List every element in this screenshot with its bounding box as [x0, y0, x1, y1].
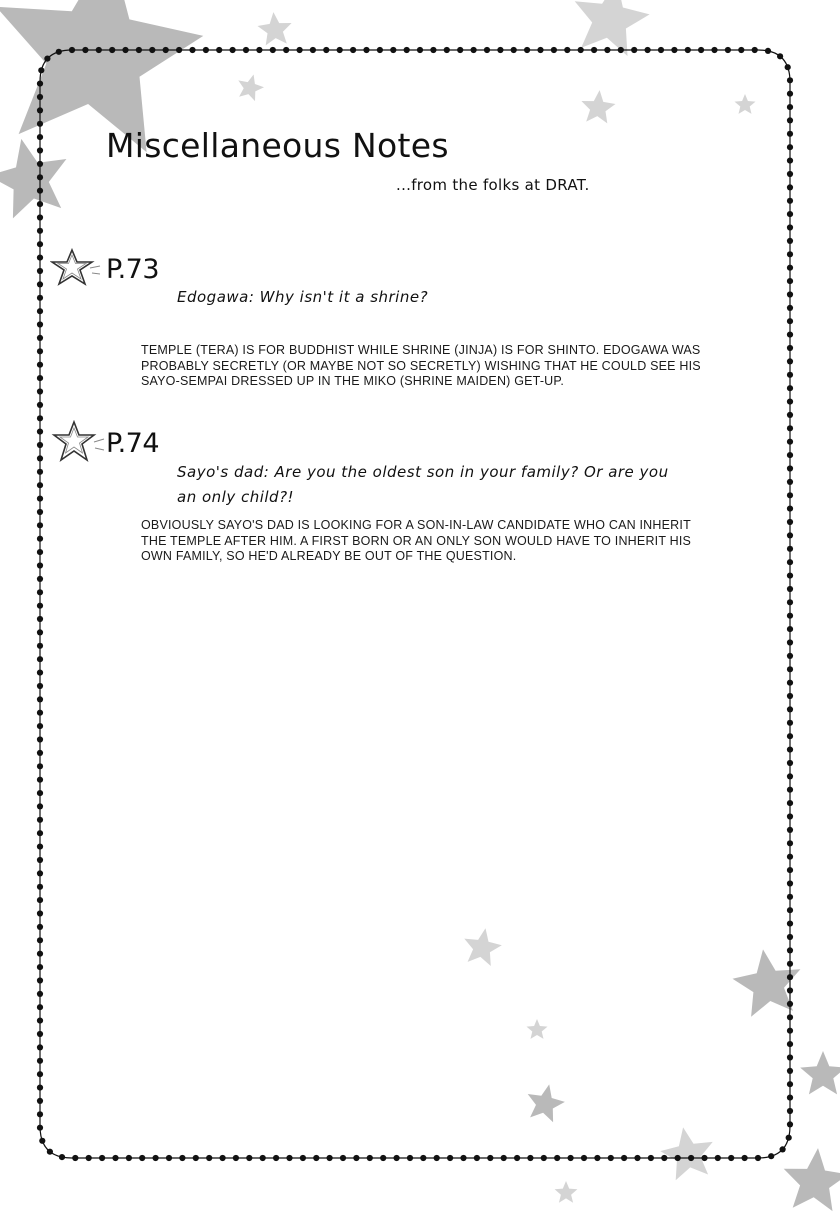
frame-dot	[787, 425, 793, 431]
frame-dot	[661, 1155, 667, 1161]
frame-dot	[527, 1155, 533, 1161]
frame-dot	[193, 1155, 199, 1161]
frame-dot	[634, 1155, 640, 1161]
frame-dot	[69, 47, 75, 53]
frame-dot	[37, 857, 43, 863]
frame-dot	[685, 47, 691, 53]
frame-dot	[752, 47, 758, 53]
frame-dot	[728, 1155, 734, 1161]
frame-dot	[787, 666, 793, 672]
frame-dot	[37, 174, 43, 180]
note-line: TEMPLE (TERA) IS FOR BUDDHIST WHILE SHRINE (JINJA) IS FOR SHINTO. EDOGAWA WAS	[141, 343, 701, 357]
frame-dot	[37, 1004, 43, 1010]
frame-dot	[153, 1155, 159, 1161]
frame-dot	[337, 47, 343, 53]
frame-dot	[47, 1149, 53, 1155]
frame-dot	[37, 723, 43, 729]
frame-dot	[787, 492, 793, 498]
frame-dot	[787, 291, 793, 297]
frame-dot	[72, 1155, 78, 1161]
frame-dot	[37, 1098, 43, 1104]
frame-dot	[787, 1095, 793, 1101]
frame-dot	[675, 1155, 681, 1161]
quote-line: an only child?!	[177, 488, 295, 506]
frame-dot	[618, 47, 624, 53]
frame-dot	[787, 318, 793, 324]
frame-dot	[787, 1121, 793, 1127]
frame-dot	[787, 907, 793, 913]
frame-dot	[524, 47, 530, 53]
frame-dot	[688, 1155, 694, 1161]
frame-dot	[484, 47, 490, 53]
frame-dot	[457, 47, 463, 53]
frame-dot	[404, 47, 410, 53]
frame-dot	[787, 586, 793, 592]
frame-dot	[367, 1155, 373, 1161]
frame-dot	[787, 305, 793, 311]
frame-dot	[787, 278, 793, 284]
frame-dot	[37, 161, 43, 167]
frame-dot	[59, 1154, 65, 1160]
frame-dot	[787, 1028, 793, 1034]
frame-dot	[233, 1155, 239, 1161]
frame-dot	[787, 880, 793, 886]
frame-dot	[787, 626, 793, 632]
frame-dot	[787, 894, 793, 900]
note-line: THE TEMPLE AFTER HIM. A FIRST BORN OR AN ONLY SON WOULD HAVE TO INHERIT HIS	[141, 533, 692, 548]
frame-dot	[787, 613, 793, 619]
frame-dot	[787, 706, 793, 712]
frame-dot	[725, 47, 731, 53]
frame-dot	[787, 251, 793, 257]
frame-dot	[787, 144, 793, 150]
frame-dot	[755, 1155, 761, 1161]
frame-dot	[37, 228, 43, 234]
frame-dot	[96, 47, 102, 53]
frame-dot	[37, 951, 43, 957]
frame-dot	[430, 47, 436, 53]
page-subtitle: ...from the folks at DRAT.	[396, 176, 590, 194]
frame-dot	[37, 482, 43, 488]
frame-dot	[37, 335, 43, 341]
frame-dot	[82, 47, 88, 53]
frame-dot	[787, 773, 793, 779]
frame-dot	[270, 47, 276, 53]
frame-dot	[417, 47, 423, 53]
frame-dot	[37, 790, 43, 796]
frame-dot	[37, 121, 43, 127]
frame-dot	[109, 47, 115, 53]
frame-dot	[471, 47, 477, 53]
frame-dot	[37, 1111, 43, 1117]
frame-dot	[787, 385, 793, 391]
frame-dot	[604, 47, 610, 53]
frame-dot	[44, 56, 50, 62]
frame-dot	[787, 827, 793, 833]
frame-dot	[39, 1138, 45, 1144]
frame-dot	[37, 763, 43, 769]
frame-dot	[701, 1155, 707, 1161]
frame-dot	[37, 991, 43, 997]
frame-dot	[787, 77, 793, 83]
frame-dot	[37, 870, 43, 876]
frame-dot	[564, 47, 570, 53]
frame-dot	[787, 813, 793, 819]
frame-dot	[460, 1155, 466, 1161]
frame-dot	[780, 1146, 786, 1152]
frame-dot	[37, 455, 43, 461]
frame-dot	[166, 1155, 172, 1161]
frame-dot	[787, 224, 793, 230]
frame-dot	[742, 1155, 748, 1161]
frame-dot	[122, 47, 128, 53]
frame-dot	[273, 1155, 279, 1161]
frame-dot	[350, 47, 356, 53]
page-title: Miscellaneous Notes	[106, 126, 449, 165]
frame-dot	[179, 1155, 185, 1161]
frame-dot	[420, 1155, 426, 1161]
frame-dot	[37, 977, 43, 983]
frame-dot	[487, 1155, 493, 1161]
frame-dot	[608, 1155, 614, 1161]
frame-dot	[787, 747, 793, 753]
frame-dot	[37, 710, 43, 716]
frame-dot	[256, 47, 262, 53]
frame-dot	[37, 670, 43, 676]
frame-dot	[37, 643, 43, 649]
frame-dot	[787, 760, 793, 766]
frame-dot	[698, 47, 704, 53]
frame-dot	[554, 1155, 560, 1161]
frame-dot	[787, 265, 793, 271]
frame-dot	[787, 1001, 793, 1007]
frame-dot	[787, 559, 793, 565]
frame-dot	[787, 840, 793, 846]
frame-dot	[37, 509, 43, 515]
frame-dot	[787, 987, 793, 993]
frame-dot	[37, 362, 43, 368]
frame-dot	[37, 616, 43, 622]
frame-dot	[444, 47, 450, 53]
frame-dot	[363, 47, 369, 53]
note-line: SAYO-SEMPAI DRESSED UP IN THE MIKO (SHRINE MAIDEN) GET-UP.	[141, 374, 565, 388]
frame-dot	[112, 1155, 118, 1161]
frame-dot	[787, 158, 793, 164]
frame-dot	[787, 546, 793, 552]
frame-dot	[37, 147, 43, 153]
frame-dot	[380, 1155, 386, 1161]
frame-dot	[711, 47, 717, 53]
frame-dot	[551, 47, 557, 53]
frame-dot	[787, 238, 793, 244]
frame-dot	[787, 787, 793, 793]
frame-dot	[787, 947, 793, 953]
frame-dot	[260, 1155, 266, 1161]
frame-dot	[631, 47, 637, 53]
outline-star-icon	[50, 420, 106, 464]
frame-dot	[447, 1155, 453, 1161]
frame-dot	[591, 47, 597, 53]
frame-dot	[37, 308, 43, 314]
frame-dot	[787, 854, 793, 860]
frame-dot	[537, 47, 543, 53]
page-ref-73: P.73	[106, 254, 160, 285]
frame-dot	[787, 867, 793, 873]
frame-dot	[787, 91, 793, 97]
frame-dot	[37, 214, 43, 220]
frame-dot	[787, 720, 793, 726]
frame-dot	[37, 683, 43, 689]
frame-dot	[514, 1155, 520, 1161]
frame-dot	[37, 321, 43, 327]
frame-dot	[37, 94, 43, 100]
frame-dot	[230, 47, 236, 53]
frame-dot	[37, 830, 43, 836]
frame-dot	[37, 375, 43, 381]
note-line: OWN FAMILY, SO HE'D ALREADY BE OUT OF THE QUESTION.	[141, 549, 517, 563]
frame-dot	[777, 53, 783, 59]
frame-dot	[787, 639, 793, 645]
frame-line	[40, 50, 790, 1158]
frame-dot	[787, 733, 793, 739]
frame-dot	[787, 519, 793, 525]
frame-dot	[787, 399, 793, 405]
frame-dot	[578, 47, 584, 53]
frame-dot	[56, 49, 62, 55]
frame-dot	[787, 532, 793, 538]
frame-dot	[787, 332, 793, 338]
frame-dot	[501, 1155, 507, 1161]
frame-dot	[787, 358, 793, 364]
frame-dot	[37, 777, 43, 783]
frame-dot	[787, 131, 793, 137]
frame-dot	[340, 1155, 346, 1161]
frame-dot	[787, 921, 793, 927]
frame-dot	[658, 47, 664, 53]
frame-dot	[149, 47, 155, 53]
frame-dot	[37, 750, 43, 756]
frame-dot	[37, 937, 43, 943]
frame-dot	[37, 736, 43, 742]
note-line: OBVIOUSLY SAYO'S DAD IS LOOKING FOR A SON-IN-LAW CANDIDATE WHO CAN INHERIT	[141, 518, 691, 532]
frame-dot	[787, 974, 793, 980]
frame-dot	[787, 117, 793, 123]
frame-dot	[37, 388, 43, 394]
frame-dot	[37, 1031, 43, 1037]
frame-dot	[38, 67, 44, 73]
frame-dot	[206, 1155, 212, 1161]
frame-dot	[787, 961, 793, 967]
frame-dot	[37, 201, 43, 207]
frame-dot	[310, 47, 316, 53]
frame-dot	[283, 47, 289, 53]
frame-dot	[139, 1155, 145, 1161]
frame-dot	[787, 452, 793, 458]
frame-dot	[541, 1155, 547, 1161]
frame-dot	[785, 64, 791, 70]
frame-dot	[568, 1155, 574, 1161]
frame-dot	[37, 134, 43, 140]
frame-dot	[787, 800, 793, 806]
frame-dot	[297, 47, 303, 53]
frame-dot	[353, 1155, 359, 1161]
note-line: PROBABLY SECRETLY (OR MAYBE NOT SO SECRETLY) WISHING THAT HE COULD SEE HIS	[141, 358, 701, 373]
frame-dot	[394, 1155, 400, 1161]
frame-dot	[136, 47, 142, 53]
frame-dot	[787, 1054, 793, 1060]
frame-dot	[511, 47, 517, 53]
frame-dot	[787, 1041, 793, 1047]
frame-dot	[37, 255, 43, 261]
quote-line: Sayo's dad: Are you the oldest son in your family? Or are you	[177, 463, 669, 481]
frame-dot	[99, 1155, 105, 1161]
frame-dot	[37, 964, 43, 970]
frame-dot	[787, 211, 793, 217]
frame-dot	[300, 1155, 306, 1161]
frame-dot	[37, 442, 43, 448]
frame-dot	[37, 924, 43, 930]
frame-dot	[37, 496, 43, 502]
frame-dot	[37, 241, 43, 247]
frame-dot	[671, 47, 677, 53]
outline-star-icon	[50, 248, 102, 288]
frame-dot	[37, 268, 43, 274]
frame-dot	[37, 803, 43, 809]
frame-dot	[787, 412, 793, 418]
frame-dot	[126, 1155, 132, 1161]
frame-dot	[377, 47, 383, 53]
frame-dot	[787, 439, 793, 445]
frame-dot	[765, 48, 771, 54]
frame-dot	[37, 844, 43, 850]
frame-dot	[434, 1155, 440, 1161]
frame-dot	[37, 415, 43, 421]
frame-dot	[246, 1155, 252, 1161]
frame-dot	[86, 1155, 92, 1161]
frame-dot	[787, 171, 793, 177]
frame-dot	[37, 81, 43, 87]
frame-dot	[37, 897, 43, 903]
frame-dot	[581, 1155, 587, 1161]
frame-dot	[787, 104, 793, 110]
frame-dot	[37, 1018, 43, 1024]
frame-dot	[37, 656, 43, 662]
frame-dot	[787, 465, 793, 471]
frame-dot	[786, 1135, 792, 1141]
frame-dot	[163, 47, 169, 53]
frame-dot	[787, 372, 793, 378]
frame-dot	[474, 1155, 480, 1161]
frame-dot	[787, 680, 793, 686]
frame-dot	[768, 1153, 774, 1159]
quote-sayos-dad	[177, 460, 669, 510]
frame-dot	[738, 47, 744, 53]
frame-dot	[787, 653, 793, 659]
frame-dot	[37, 1044, 43, 1050]
frame-dot	[37, 522, 43, 528]
frame-dot	[37, 629, 43, 635]
frame-dot	[787, 479, 793, 485]
frame-dot	[323, 47, 329, 53]
frame-dot	[37, 562, 43, 568]
frame-dot	[243, 47, 249, 53]
frame-dot	[37, 107, 43, 113]
frame-dot	[787, 934, 793, 940]
quote-edogawa: Edogawa: Why isn't it a shrine?	[177, 288, 429, 306]
frame-dot	[37, 1085, 43, 1091]
frame-dot	[37, 402, 43, 408]
frame-dot	[37, 1058, 43, 1064]
frame-dot	[787, 693, 793, 699]
page-ref-74: P.74	[106, 428, 160, 459]
frame-dot	[189, 47, 195, 53]
frame-dot	[37, 549, 43, 555]
frame-dot	[37, 348, 43, 354]
frame-dot	[37, 188, 43, 194]
note-p74	[141, 518, 691, 565]
frame-dot	[313, 1155, 319, 1161]
frame-dot	[37, 603, 43, 609]
frame-dot	[37, 589, 43, 595]
frame-dot	[787, 1068, 793, 1074]
frame-dot	[216, 47, 222, 53]
frame-dot	[37, 910, 43, 916]
frame-dot	[594, 1155, 600, 1161]
frame-dot	[286, 1155, 292, 1161]
frame-dot	[787, 573, 793, 579]
frame-dot	[787, 184, 793, 190]
frame-dot	[327, 1155, 333, 1161]
frame-dot	[787, 599, 793, 605]
frame-dot	[37, 281, 43, 287]
frame-dot	[648, 1155, 654, 1161]
frame-dot	[37, 1125, 43, 1131]
frame-dot	[37, 1071, 43, 1077]
frame-dot	[787, 1081, 793, 1087]
frame-dot	[787, 198, 793, 204]
frame-dot	[787, 345, 793, 351]
frame-dot	[37, 429, 43, 435]
frame-dot	[203, 47, 209, 53]
frame-dot	[621, 1155, 627, 1161]
frame-dot	[715, 1155, 721, 1161]
frame-dot	[37, 884, 43, 890]
frame-dot	[787, 1014, 793, 1020]
frame-dot	[787, 506, 793, 512]
frame-dot	[176, 47, 182, 53]
frame-dot	[787, 1108, 793, 1114]
frame-dot	[37, 576, 43, 582]
frame-dot	[37, 817, 43, 823]
frame-dot	[645, 47, 651, 53]
frame-dot	[37, 295, 43, 301]
note-p73	[141, 343, 701, 390]
frame-dot	[497, 47, 503, 53]
frame-dot	[37, 536, 43, 542]
frame-dot	[37, 469, 43, 475]
frame-dot	[37, 696, 43, 702]
frame-dot	[390, 47, 396, 53]
frame-dot	[407, 1155, 413, 1161]
frame-dot	[220, 1155, 226, 1161]
